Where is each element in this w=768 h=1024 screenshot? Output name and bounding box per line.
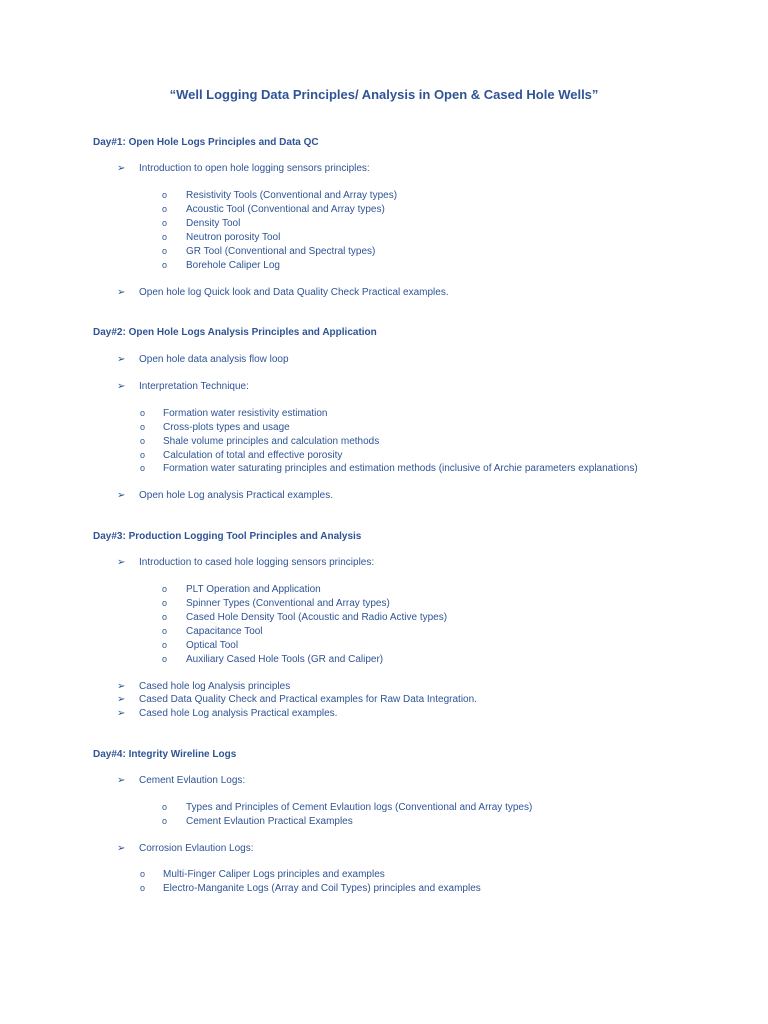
day1-sub-6	[162, 260, 280, 271]
sub-text: Cased Hole Density Tool (Acoustic and Radio Active types)	[186, 612, 448, 623]
day2-sub-1	[140, 408, 328, 419]
circle-bullet-icon: o	[162, 204, 168, 214]
bullet-text: Introduction to open hole logging sensors principles:	[139, 163, 370, 174]
day2-sub-5	[140, 463, 638, 474]
arrow-bullet-icon: ➢	[117, 381, 126, 392]
sub-text: Formation water saturating principles and estimation methods (inclusive of Archie parameters explanations)	[163, 463, 638, 474]
sub-text: Capacitance Tool	[186, 626, 263, 637]
circle-bullet-icon: o	[140, 422, 146, 432]
sub-text: PLT Operation and Application	[186, 584, 321, 595]
sub-text: Acoustic Tool (Conventional and Array types)	[186, 204, 385, 215]
day4-corrosion-sub-1	[140, 869, 385, 880]
circle-bullet-icon: o	[140, 463, 146, 473]
circle-bullet-icon: o	[162, 612, 168, 622]
day1-bullet-2	[117, 287, 449, 298]
day3-bullet-4	[117, 708, 337, 719]
bullet-text: Cased hole log Analysis principles	[139, 681, 291, 692]
sub-text: Optical Tool	[186, 640, 239, 651]
day3-sub-1	[162, 584, 321, 595]
day2-sub-2	[140, 422, 290, 433]
bullet-text: Cased Data Quality Check and Practical examples for Raw Data Integration.	[139, 694, 477, 705]
arrow-bullet-icon: ➢	[117, 708, 126, 719]
arrow-bullet-icon: ➢	[117, 557, 126, 568]
arrow-bullet-icon: ➢	[117, 843, 126, 854]
circle-bullet-icon: o	[162, 260, 168, 270]
bullet-text: Cement Evlaution Logs:	[139, 775, 246, 786]
bullet-text: Open hole log Quick look and Data Quality Check Practical examples.	[139, 287, 449, 298]
sub-text: Shale volume principles and calculation methods	[163, 436, 380, 447]
bullet-text: Corrosion Evlaution Logs:	[139, 843, 254, 854]
circle-bullet-icon: o	[162, 816, 168, 826]
day3-bullet-1	[117, 557, 374, 568]
day3-bullet-2	[117, 681, 290, 692]
day3-sub-2	[162, 598, 390, 609]
circle-bullet-icon: o	[140, 408, 146, 418]
sub-text: Density Tool	[186, 218, 241, 229]
day3-sub-5	[162, 640, 238, 651]
day4-heading: Day#4: Integrity Wireline Logs	[93, 749, 237, 760]
bullet-text: Introduction to cased hole logging sensors principles:	[139, 557, 375, 568]
circle-bullet-icon: o	[140, 436, 146, 446]
arrow-bullet-icon: ➢	[117, 681, 126, 692]
circle-bullet-icon: o	[162, 232, 168, 242]
day3-bullet-3	[117, 694, 477, 705]
day1-sub-1	[162, 190, 397, 201]
day3-sub-6	[162, 654, 383, 665]
day3-sub-3	[162, 612, 447, 623]
day2-bullet-3	[117, 490, 333, 501]
day4-cement-sub-2	[162, 816, 353, 827]
arrow-bullet-icon: ➢	[117, 694, 126, 705]
sub-text: Formation water resistivity estimation	[163, 408, 328, 419]
day3-heading: Day#3: Production Logging Tool Principles and Analysis	[93, 531, 362, 542]
circle-bullet-icon: o	[162, 640, 168, 650]
circle-bullet-icon: o	[162, 584, 168, 594]
day4-bullet-2	[117, 843, 254, 854]
circle-bullet-icon: o	[140, 883, 146, 893]
day2-heading: Day#2: Open Hole Logs Analysis Principles and Application	[93, 327, 377, 338]
day2-sub-3	[140, 436, 379, 447]
arrow-bullet-icon: ➢	[117, 163, 126, 174]
sub-text: Cross-plots types and usage	[163, 422, 290, 433]
sub-text: Electro-Manganite Logs (Array and Coil Types) principles and examples	[163, 883, 481, 894]
sub-text: Resistivity Tools (Conventional and Array types)	[186, 190, 398, 201]
arrow-bullet-icon: ➢	[117, 490, 126, 501]
sub-text: Calculation of total and effective porosity	[163, 450, 343, 461]
arrow-bullet-icon: ➢	[117, 354, 126, 365]
bullet-text: Cased hole Log analysis Practical examples.	[139, 708, 338, 719]
day1-sub-5	[162, 246, 375, 257]
sub-text: Neutron porosity Tool	[186, 232, 281, 243]
circle-bullet-icon: o	[162, 626, 168, 636]
day4-corrosion-sub-2	[140, 883, 481, 894]
bullet-text: Open hole data analysis flow loop	[139, 354, 289, 365]
sub-text: Multi-Finger Caliper Logs principles and examples	[163, 869, 385, 880]
circle-bullet-icon: o	[162, 654, 168, 664]
sub-text: Cement Evlaution Practical Examples	[186, 816, 353, 827]
day2-sub-4	[140, 450, 342, 461]
sub-text: Borehole Caliper Log	[186, 260, 280, 271]
arrow-bullet-icon: ➢	[117, 287, 126, 298]
day4-cement-sub-1	[162, 802, 532, 813]
circle-bullet-icon: o	[162, 190, 168, 200]
circle-bullet-icon: o	[140, 869, 146, 879]
sub-text: Auxiliary Cased Hole Tools (GR and Caliper)	[186, 654, 384, 665]
circle-bullet-icon: o	[162, 218, 168, 228]
document-title: “Well Logging Data Principles/ Analysis in Open & Cased Hole Wells”	[169, 87, 599, 102]
day1-sub-2	[162, 204, 385, 215]
circle-bullet-icon: o	[162, 246, 168, 256]
day1-bullet-1	[117, 163, 370, 174]
day2-bullet-1	[117, 354, 289, 365]
sub-text: Types and Principles of Cement Evlaution logs (Conventional and Array types)	[186, 802, 533, 813]
day1-sub-3	[162, 218, 240, 229]
sub-text: Spinner Types (Conventional and Array types)	[186, 598, 390, 609]
day2-bullet-2	[117, 381, 249, 392]
circle-bullet-icon: o	[162, 802, 168, 812]
circle-bullet-icon: o	[140, 450, 146, 460]
sub-text: GR Tool (Conventional and Spectral types)	[186, 246, 376, 257]
day3-sub-4	[162, 626, 263, 637]
day1-sub-4	[162, 232, 280, 243]
bullet-text: Interpretation Technique:	[139, 381, 249, 392]
arrow-bullet-icon: ➢	[117, 775, 126, 786]
day4-bullet-1	[117, 775, 245, 786]
bullet-text: Open hole Log analysis Practical examples.	[139, 490, 333, 501]
circle-bullet-icon: o	[162, 598, 168, 608]
day1-heading: Day#1: Open Hole Logs Principles and Data QC	[93, 137, 319, 148]
